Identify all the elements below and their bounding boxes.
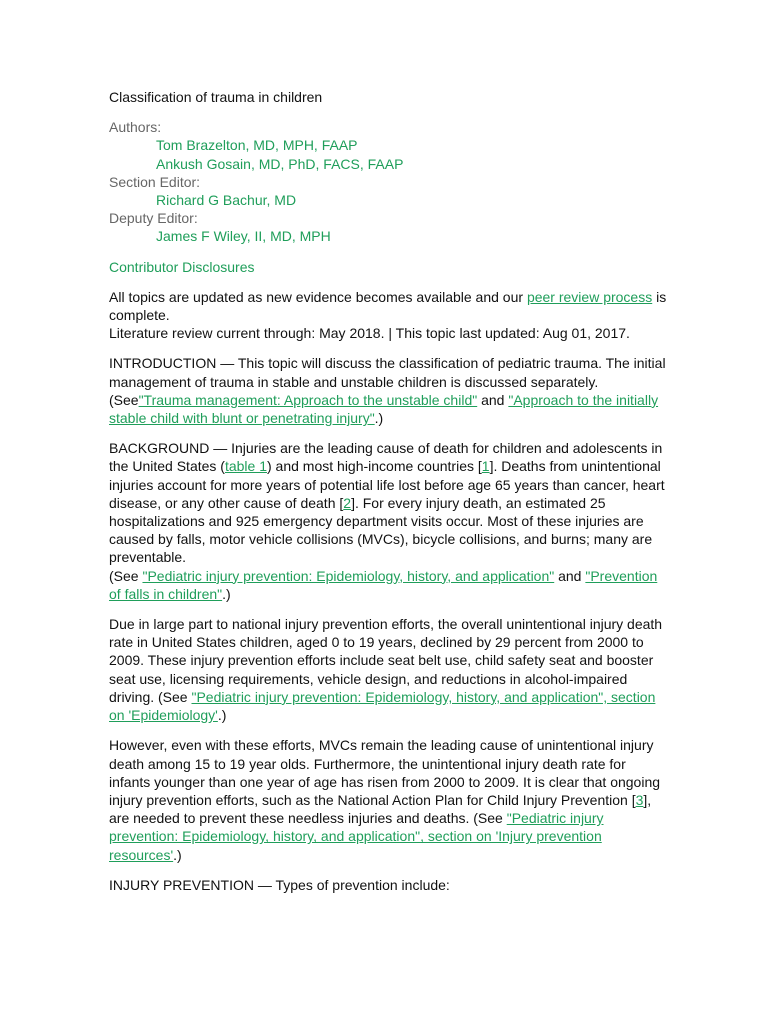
however-paragraph xyxy=(109,736,669,863)
topic-link[interactable]: "Pediatric injury prevention: Epidemiology, history, and application" xyxy=(142,567,555,584)
topic-link[interactable]: "Pediatric injury prevention: Epidemiology, history, and application", section on 'Injury prevention resources' xyxy=(109,810,604,863)
paragraph-text: ]. Deaths from unintentional injuries account for more years of potential life lost before age 65 years than cancer, heart disease, or any other cause of death [ xyxy=(109,458,665,511)
deputy-editor-link[interactable]: James F Wiley, II, MD, MPH xyxy=(156,228,331,245)
author-link[interactable]: Tom Brazelton, MD, MPH, FAAP xyxy=(156,137,358,154)
update-text: is complete. xyxy=(109,288,667,324)
contributor-disclosures-link[interactable]: Contributor Disclosures xyxy=(109,258,255,275)
author-link[interactable]: Ankush Gosain, MD, PhD, FACS, FAAP xyxy=(156,155,404,172)
decline-paragraph xyxy=(109,615,669,724)
deputy-editor-label: Deputy Editor: xyxy=(109,210,198,227)
topic-link[interactable]: "Trauma management: Approach to the unstable child" xyxy=(138,391,478,408)
paragraph-text: However, even with these efforts, MVCs remain the leading cause of unintentional injury death among 15 to 19 year olds. Furthermore, the unintentional injury death rate for infants younger than one year of age has risen from 2000 to 2009. It is clear that ongoing injury prevention efforts, such as the National Action Plan for Child Injury Prevention [ xyxy=(109,737,661,808)
update-notice xyxy=(109,288,669,343)
paragraph-text: and xyxy=(477,391,509,408)
topic-link[interactable]: "Pediatric injury prevention: Epidemiology, history, and application", section on 'Epidemiology' xyxy=(109,688,656,724)
authors-label: Authors: xyxy=(109,119,162,136)
article xyxy=(109,88,669,906)
editorial-info xyxy=(109,118,669,245)
section-editor-label: Section Editor: xyxy=(109,173,201,190)
paragraph-text: and xyxy=(554,567,586,584)
paragraph-text: .) xyxy=(222,585,231,602)
injury-prevention-heading: INJURY PREVENTION — Types of prevention include: xyxy=(109,876,450,893)
see-also-line xyxy=(109,567,669,603)
section-editor-link[interactable]: Richard G Bachur, MD xyxy=(156,192,297,209)
paragraph-text: (See xyxy=(109,567,143,584)
topic-link[interactable]: "Approach to the initially stable child with blunt or penetrating injury" xyxy=(109,391,659,427)
peer-review-link[interactable]: peer review process xyxy=(526,288,653,305)
topic-link[interactable]: "Prevention of falls in children" xyxy=(109,567,658,602)
reference-link[interactable]: 1 xyxy=(481,458,490,475)
table-link[interactable]: table 1 xyxy=(224,458,267,475)
background-paragraph xyxy=(109,439,669,603)
paragraph-text: ) and most high-income countries [ xyxy=(267,458,482,475)
page-title: Classification of trauma in children xyxy=(109,89,323,105)
paragraph-text: .) xyxy=(217,707,227,724)
paragraph-text: ]. For every injury death, an estimated 25 hospitalizations and 925 emergency department visits occur. Most of these injuries are caused by falls, motor vehicle collisions (MVCs), bicycle collisions, and burns; many are preventable. xyxy=(109,494,653,566)
literature-review-text: Literature review current through: May 2018. | This topic last updated: Aug 01, 2017. xyxy=(109,325,630,342)
reference-link[interactable]: 3 xyxy=(635,791,644,808)
paragraph-text: .) xyxy=(374,410,384,427)
paragraph-text: .) xyxy=(173,846,182,863)
reference-link[interactable]: 2 xyxy=(343,494,352,511)
paragraph-text: Due in large part to national injury prevention efforts, the overall unintentional injury death rate in United States children, aged 0 to 19 years, declined by 29 percent from 2000 to 2009. These injury prevention efforts include seat belt use, child safety seat and booster seat use, licensing requirements, vehicle design, and reductions in alcohol-impaired driving. (See xyxy=(109,616,663,705)
introduction-paragraph xyxy=(109,354,669,427)
paragraph-text: INTRODUCTION — This topic will discuss the classification of pediatric trauma. The initial management of trauma in stable and unstable children is discussed separately. (See xyxy=(109,355,666,408)
paragraph-text: BACKGROUND — Injuries are the leading cause of death for children and adolescents in the United States ( xyxy=(109,440,663,475)
update-text: All topics are updated as new evidence becomes available and our xyxy=(109,288,527,305)
paragraph-text: ], are needed to prevent these needless injuries and deaths. (See xyxy=(109,791,652,827)
